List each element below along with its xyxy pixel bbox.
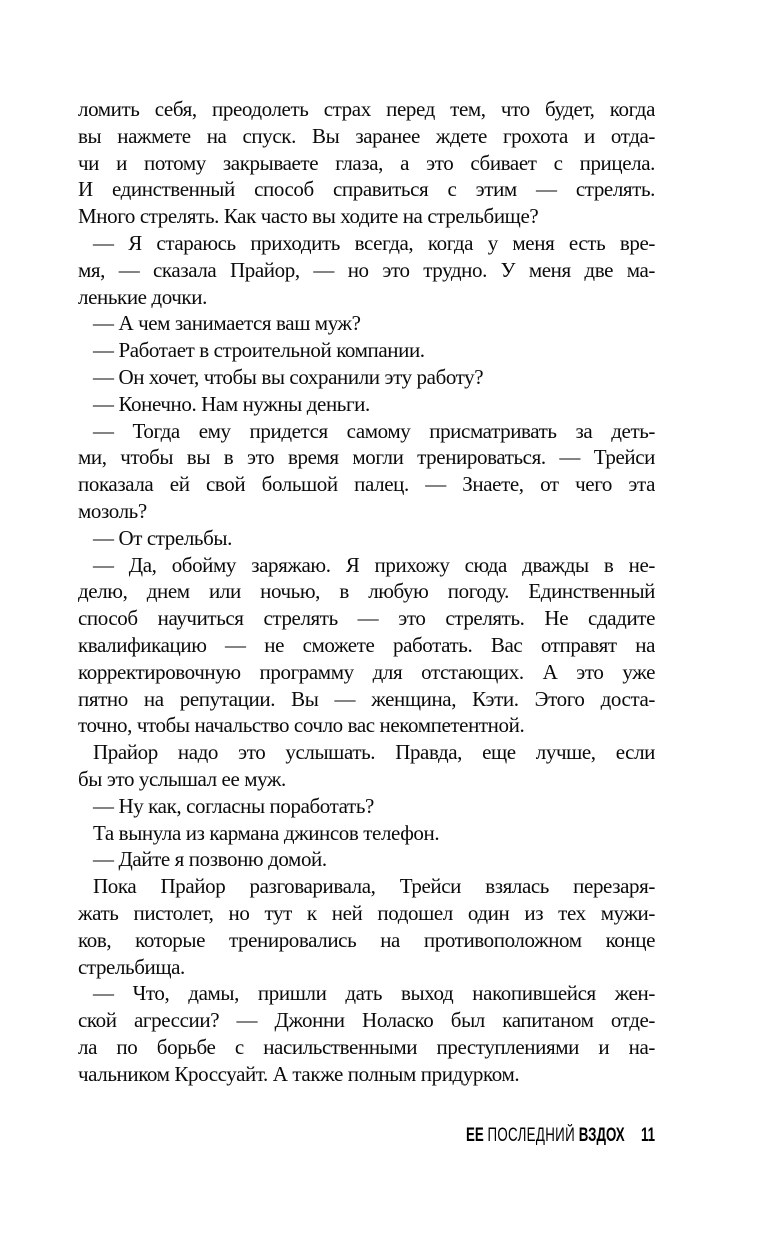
text-line: вы нажмете на спуск. Вы заранее ждете грохота и отда- [78,123,655,148]
text-line: показала ей свой большой палец. — Знаете, от чего эта [78,472,655,497]
text-line: ла по борьбе с насильственными преступлениями и на- [78,1034,655,1059]
paragraph [78,391,655,418]
text-line: — Конечно. Нам нужны деньги. [93,391,370,416]
text-line: — Он хочет, чтобы вы сохранили эту работу? [93,364,484,389]
text-line: Много стрелять. Как часто вы ходите на стрельбище? [78,204,539,229]
text-line: ленькие дочки. [78,284,207,309]
text-line: мя, — сказала Прайор, — но это трудно. У меня две ма- [78,257,655,282]
page-text [78,96,655,1087]
text-line: способ научиться стрелять — это стрелять. Не сдадите [78,606,655,631]
text-line: пятно на репутации. Вы — женщина, Кэти. Этого доста- [78,686,655,711]
text-line: ков, которые тренировались на противоположном конце [78,927,655,952]
paragraph [78,980,655,1087]
footer-page-number: 11 [640,1125,655,1146]
paragraph [78,310,655,337]
text-line: ми, чтобы вы в это время могли тренироваться. — Трейси [78,445,655,470]
paragraph [78,525,655,552]
page-footer [466,1126,655,1145]
paragraph [78,230,655,310]
text-line: — От стрельбы. [93,525,232,550]
text-line: И единственный способ справиться с этим — стрелять. [78,177,655,202]
footer-title-part-1: ЕЕ [465,1125,484,1146]
text-line: бы это услышал ее муж. [78,766,286,791]
paragraph [78,552,655,740]
paragraph [78,739,655,793]
text-line: стрельбища. [78,954,185,979]
text-line: — Ну как, согласны поработать? [93,793,374,818]
text-line: Та вынула из кармана джинсов телефон. [93,820,440,845]
paragraph [78,793,655,820]
paragraph [78,873,655,980]
text-line: Прайор надо это услышать. Правда, еще лучше, если [93,740,655,765]
paragraph [78,418,655,525]
text-line: корректировочную программу для отстающих. А это уже [78,659,655,684]
paragraph [78,820,655,847]
text-line: — Да, обойму заряжаю. Я прихожу сюда дважды в не- [93,552,655,577]
text-line: — А чем занимается ваш муж? [93,311,361,336]
paragraph [78,846,655,873]
text-line: — Тогда ему придется самому присматривать за деть- [93,418,655,443]
text-line: — Работает в строительной компании. [93,338,425,363]
text-line: делю, днем или ночью, в любую погоду. Единственный [78,579,655,604]
text-line: жать пистолет, но тут к ней подошел один из тех мужи- [78,900,655,925]
text-line: чи и потому закрываете глаза, а это сбивает с прицела. [78,150,655,175]
text-line: — Я стараюсь приходить всегда, когда у меня есть вре- [93,230,655,255]
text-line: чальником Кроссуайт. А также полным придурком. [78,1061,520,1086]
paragraph [78,364,655,391]
text-line: точно, чтобы начальство сочло вас некомпетентной. [78,713,525,738]
text-line: мозоль? [78,498,147,523]
footer-title-part-2: ПОСЛЕДНИЙ [487,1125,575,1146]
text-line: Пока Прайор разговаривала, Трейси взялась перезаря- [93,874,655,899]
text-line: квалификацию — не сможете работать. Вас отправят на [78,632,655,657]
text-line: — Дайте я позвоню домой. [93,847,327,872]
text-line: ломить себя, преодолеть страх перед тем, что будет, когда [78,97,655,121]
paragraph [78,337,655,364]
text-line: — Что, дамы, пришли дать выход накопившейся жен- [93,981,655,1006]
footer-title-part-3: ВЗДОХ [578,1125,625,1146]
paragraph [78,96,655,230]
text-line: ской агрессии? — Джонни Ноласко был капитаном отде- [78,1008,655,1033]
